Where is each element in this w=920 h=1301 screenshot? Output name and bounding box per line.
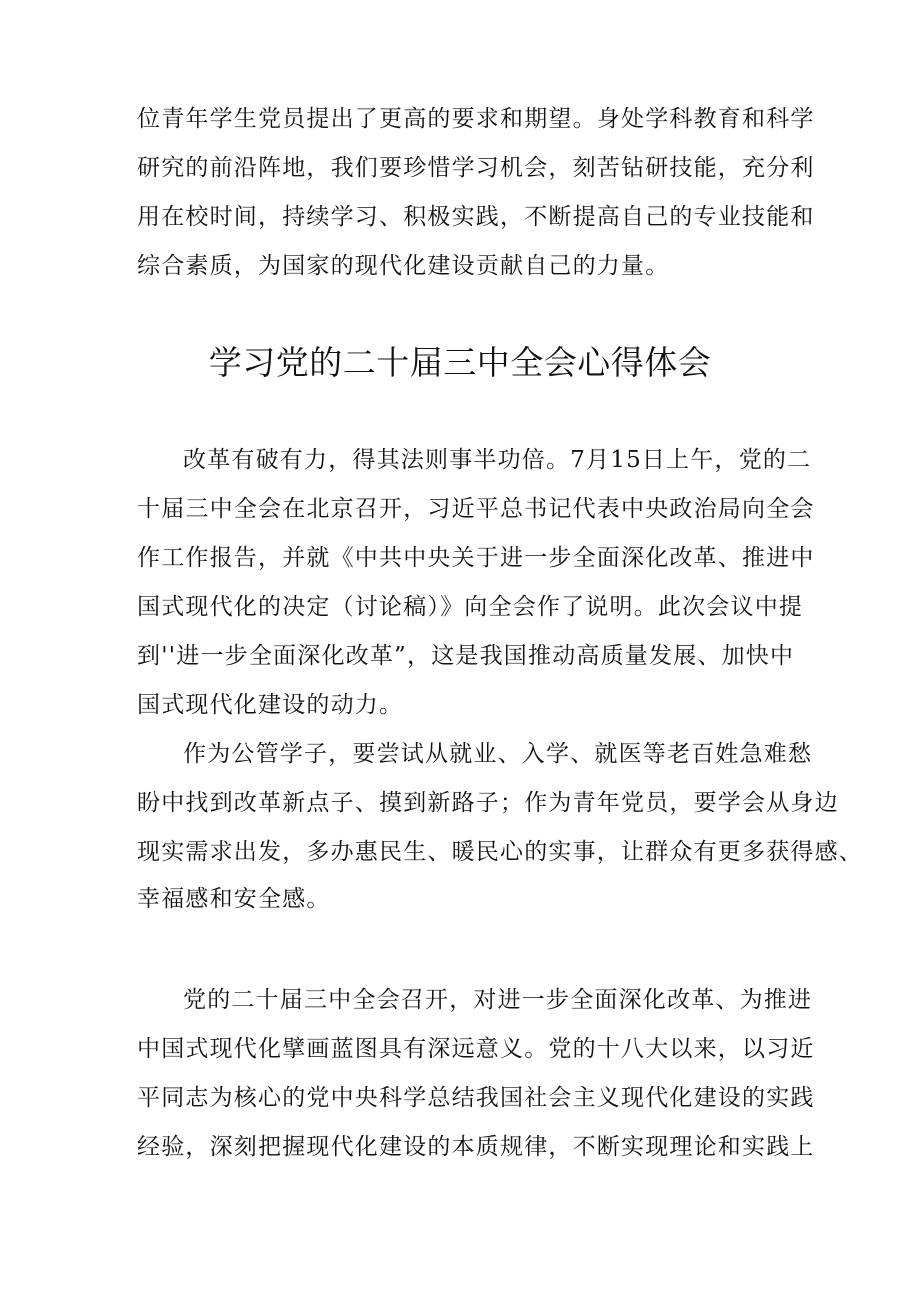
- text-line: 国式现代化建设的动力。: [137, 692, 404, 718]
- text-line: 现实需求出发，多办惠民生、暖民心的实事，让群众有更多获得感、: [137, 839, 863, 865]
- text-line: 研究的前沿阵地，我们要珍惜学习机会，刻苦钻研技能，充分利: [137, 155, 815, 181]
- text-line: 位青年学生党员提出了更高的要求和期望。身处学科教育和科学: [137, 106, 815, 132]
- text-line: 综合素质，为国家的现代化建设贡献自己的力量。: [137, 253, 670, 279]
- text-line: 盼中找到改革新点子、摸到新路子；作为青年党员，要学会从身边: [137, 790, 839, 816]
- text-line: 十届三中全会在北京召开，习近平总书记代表中央政治局向全会: [137, 496, 815, 522]
- text-line: 用在校时间，持续学习、积极实践，不断提高自己的专业技能和: [137, 204, 815, 230]
- text-line: 经验，深刻把握现代化建设的本质规律，不断实现理论和实践上: [137, 1134, 815, 1160]
- text-line: 作为公管学子，要尝试从就业、入学、就医等老百姓急难愁: [183, 741, 813, 767]
- text-line: 改革有破有力，得其法则事半功倍。7月15日上午，党的二: [183, 447, 812, 473]
- text-line: 平同志为核心的党中央科学总结我国社会主义现代化建设的实践: [137, 1085, 815, 1111]
- text-line: 作工作报告，并就《中共中央关于进一步全面深化改革、推进中: [137, 545, 815, 571]
- text-line: 中国式现代化擘画蓝图具有深远意义。党的十八大以来，以习近: [137, 1036, 815, 1062]
- text-line: 国式现代化的决定（讨论稿）》向全会作了说明。此次会议中提: [137, 594, 804, 620]
- page-title: 学习党的二十届三中全会心得体会: [208, 343, 712, 382]
- text-line: 到''进一步全面深化改革”，这是我国推动高质量发展、加快中: [137, 643, 795, 669]
- text-line: 党的二十届三中全会召开，对进一步全面深化改革、为推进: [183, 987, 813, 1013]
- text-line: 幸福感和安全感。: [137, 886, 331, 912]
